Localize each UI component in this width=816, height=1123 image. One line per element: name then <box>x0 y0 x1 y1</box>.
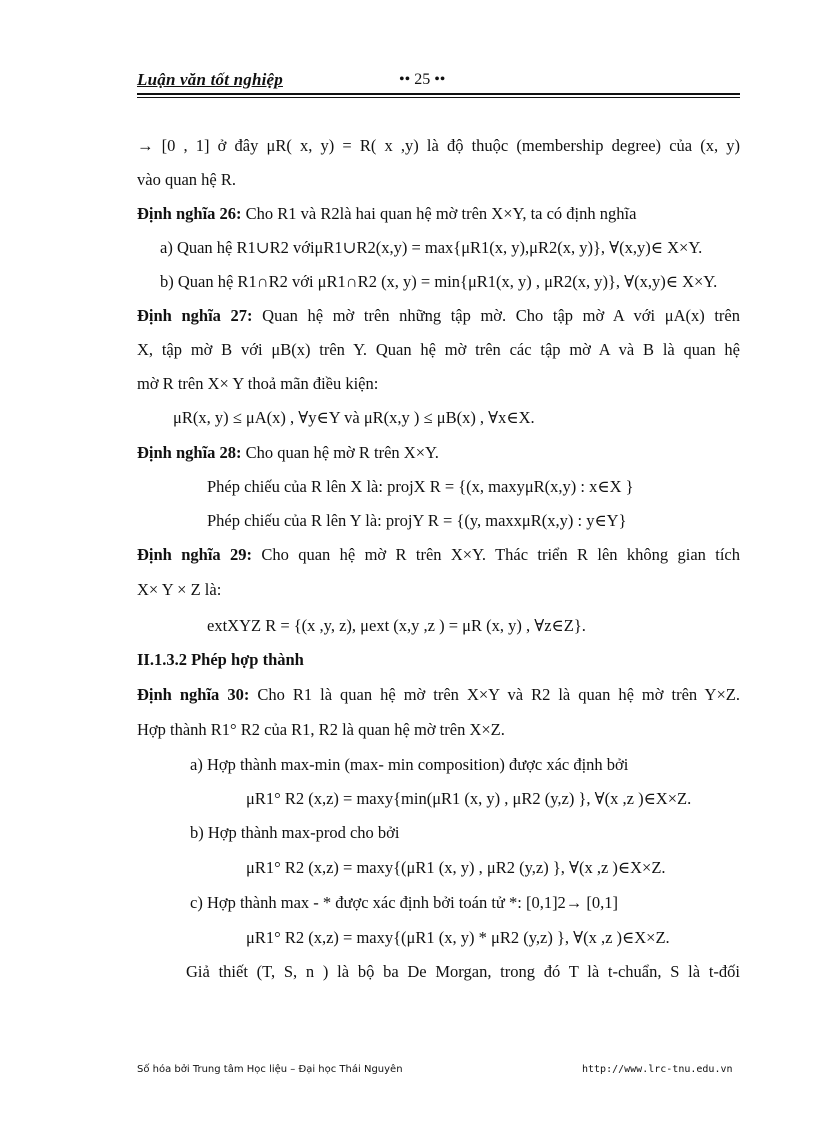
line-text: c) Hợp thành max - * được xác định bởi toán tử *: [0,1]2→ [0,1] <box>190 893 619 912</box>
line-text: X× Y × Z là: <box>137 580 222 599</box>
footer-source: Số hóa bởi Trung tâm Học liệu – Đại học Thái Nguyên <box>137 1064 403 1075</box>
text-line <box>137 580 221 600</box>
formula-max-star <box>246 928 670 948</box>
header-rule-thin <box>137 97 740 98</box>
formula-intersection <box>160 272 717 292</box>
page-number: •• 25 •• <box>399 71 446 88</box>
header-rule-thick <box>137 93 740 95</box>
line-text: II.1.3.2 Phép hợp thành <box>137 650 304 669</box>
formula-projection-x <box>207 477 634 497</box>
line-text: a) Quan hệ R1∪R2 vớiμR1∪R2(x,y) = max{μR1(x, y),μR2(x, y)}, ∀(x,y)∈ X×Y. <box>160 238 703 257</box>
line-text: Định nghĩa 28: Cho quan hệ mờ R trên X×Y. <box>137 443 439 462</box>
line-text: Giả thiết (T, S, n ) là bộ ba De Morgan, trong đó T là t-chuẩn, S là t-đối <box>186 962 740 981</box>
formula-extension <box>207 616 586 636</box>
footer-url[interactable]: http://www.lrc-tnu.edu.vn <box>582 1064 733 1075</box>
formula-condition <box>173 408 535 428</box>
line-text: μR1° R2 (x,z) = maxy{(μR1 (x, y) * μR2 (y,z) }, ∀(x ,z )∈X×Z. <box>246 928 670 947</box>
formula-union <box>160 238 702 258</box>
line-text: μR(x, y) ≤ μA(x) , ∀y∈Y và μR(x,y ) ≤ μB(x) , ∀x∈X. <box>173 408 535 427</box>
line-text: extXYZ R = {(x ,y, z), μext (x,y ,z ) = μR (x, y) , ∀z∈Z}. <box>207 616 586 635</box>
item-a <box>190 755 628 775</box>
line-text: Định nghĩa 30: Cho R1 là quan hệ mờ trên X×Y và R2 là quan hệ mờ trên Y×Z. <box>137 685 740 704</box>
line-text: a) Hợp thành max-min (max- min composition) được xác định bởi <box>190 755 629 774</box>
line-text: Định nghĩa 26: Cho R1 và R2là hai quan hệ mờ trên X×Y, ta có định nghĩa <box>137 204 637 223</box>
line-text: Hợp thành R1° R2 của R1, R2 là quan hệ mờ trên X×Z. <box>137 720 505 739</box>
line-text: X, tập mờ B với μB(x) trên Y. Quan hệ mờ trên các tập mờ A và B là quan hệ <box>137 340 740 359</box>
line-text: b) Quan hệ R1∩R2 với μR1∩R2 (x, y) = min{μR1(x, y) , μR2(x, y)}, ∀(x,y)∈ X×Y. <box>160 272 718 291</box>
header-title: Luận văn tốt nghiệp <box>137 70 283 89</box>
line-text: Phép chiếu của R lên X là: projX R = {(x, maxyμR(x,y) : x∈X } <box>207 477 634 496</box>
line-text: → [0 , 1] ở đây μR( x, y) = R( x ,y) là độ thuộc (membership degree) của (x, y) <box>137 136 740 155</box>
text-line <box>137 170 236 190</box>
definition-27 <box>137 306 740 326</box>
line-text: Phép chiếu của R lên Y là: projY R = {(y, maxxμR(x,y) : y∈Y} <box>207 511 627 530</box>
formula-projection-y <box>207 511 627 531</box>
formula-max-min <box>246 789 691 809</box>
definition-26 <box>137 204 636 224</box>
definition-28 <box>137 443 439 463</box>
line-text: μR1° R2 (x,z) = maxy{(μR1 (x, y) , μR2 (y,z) }, ∀(x ,z )∈X×Z. <box>246 858 666 877</box>
text-line <box>186 962 740 982</box>
line-text: b) Hợp thành max-prod cho bởi <box>190 823 400 842</box>
line-text: vào quan hệ R. <box>137 170 236 189</box>
definition-30 <box>137 685 740 705</box>
line-text: Định nghĩa 27: Quan hệ mờ trên những tập mờ. Cho tập mờ A với μA(x) trên <box>137 306 740 325</box>
item-c <box>190 893 618 913</box>
definition-29 <box>137 545 740 565</box>
line-text: mờ R trên X× Y thoả mãn điều kiện: <box>137 374 379 393</box>
section-heading <box>137 650 304 670</box>
line-text: Định nghĩa 29: Cho quan hệ mờ R trên X×Y. Thác triển R lên không gian tích <box>137 545 740 564</box>
formula-max-prod <box>246 858 666 878</box>
page-header <box>137 70 740 92</box>
item-b <box>190 823 399 843</box>
line-text: μR1° R2 (x,z) = maxy{min(μR1 (x, y) , μR2 (y,z) }, ∀(x ,z )∈X×Z. <box>246 789 692 808</box>
text-line <box>137 720 505 740</box>
text-line <box>137 340 740 360</box>
text-line <box>137 374 378 394</box>
text-line <box>137 136 740 156</box>
